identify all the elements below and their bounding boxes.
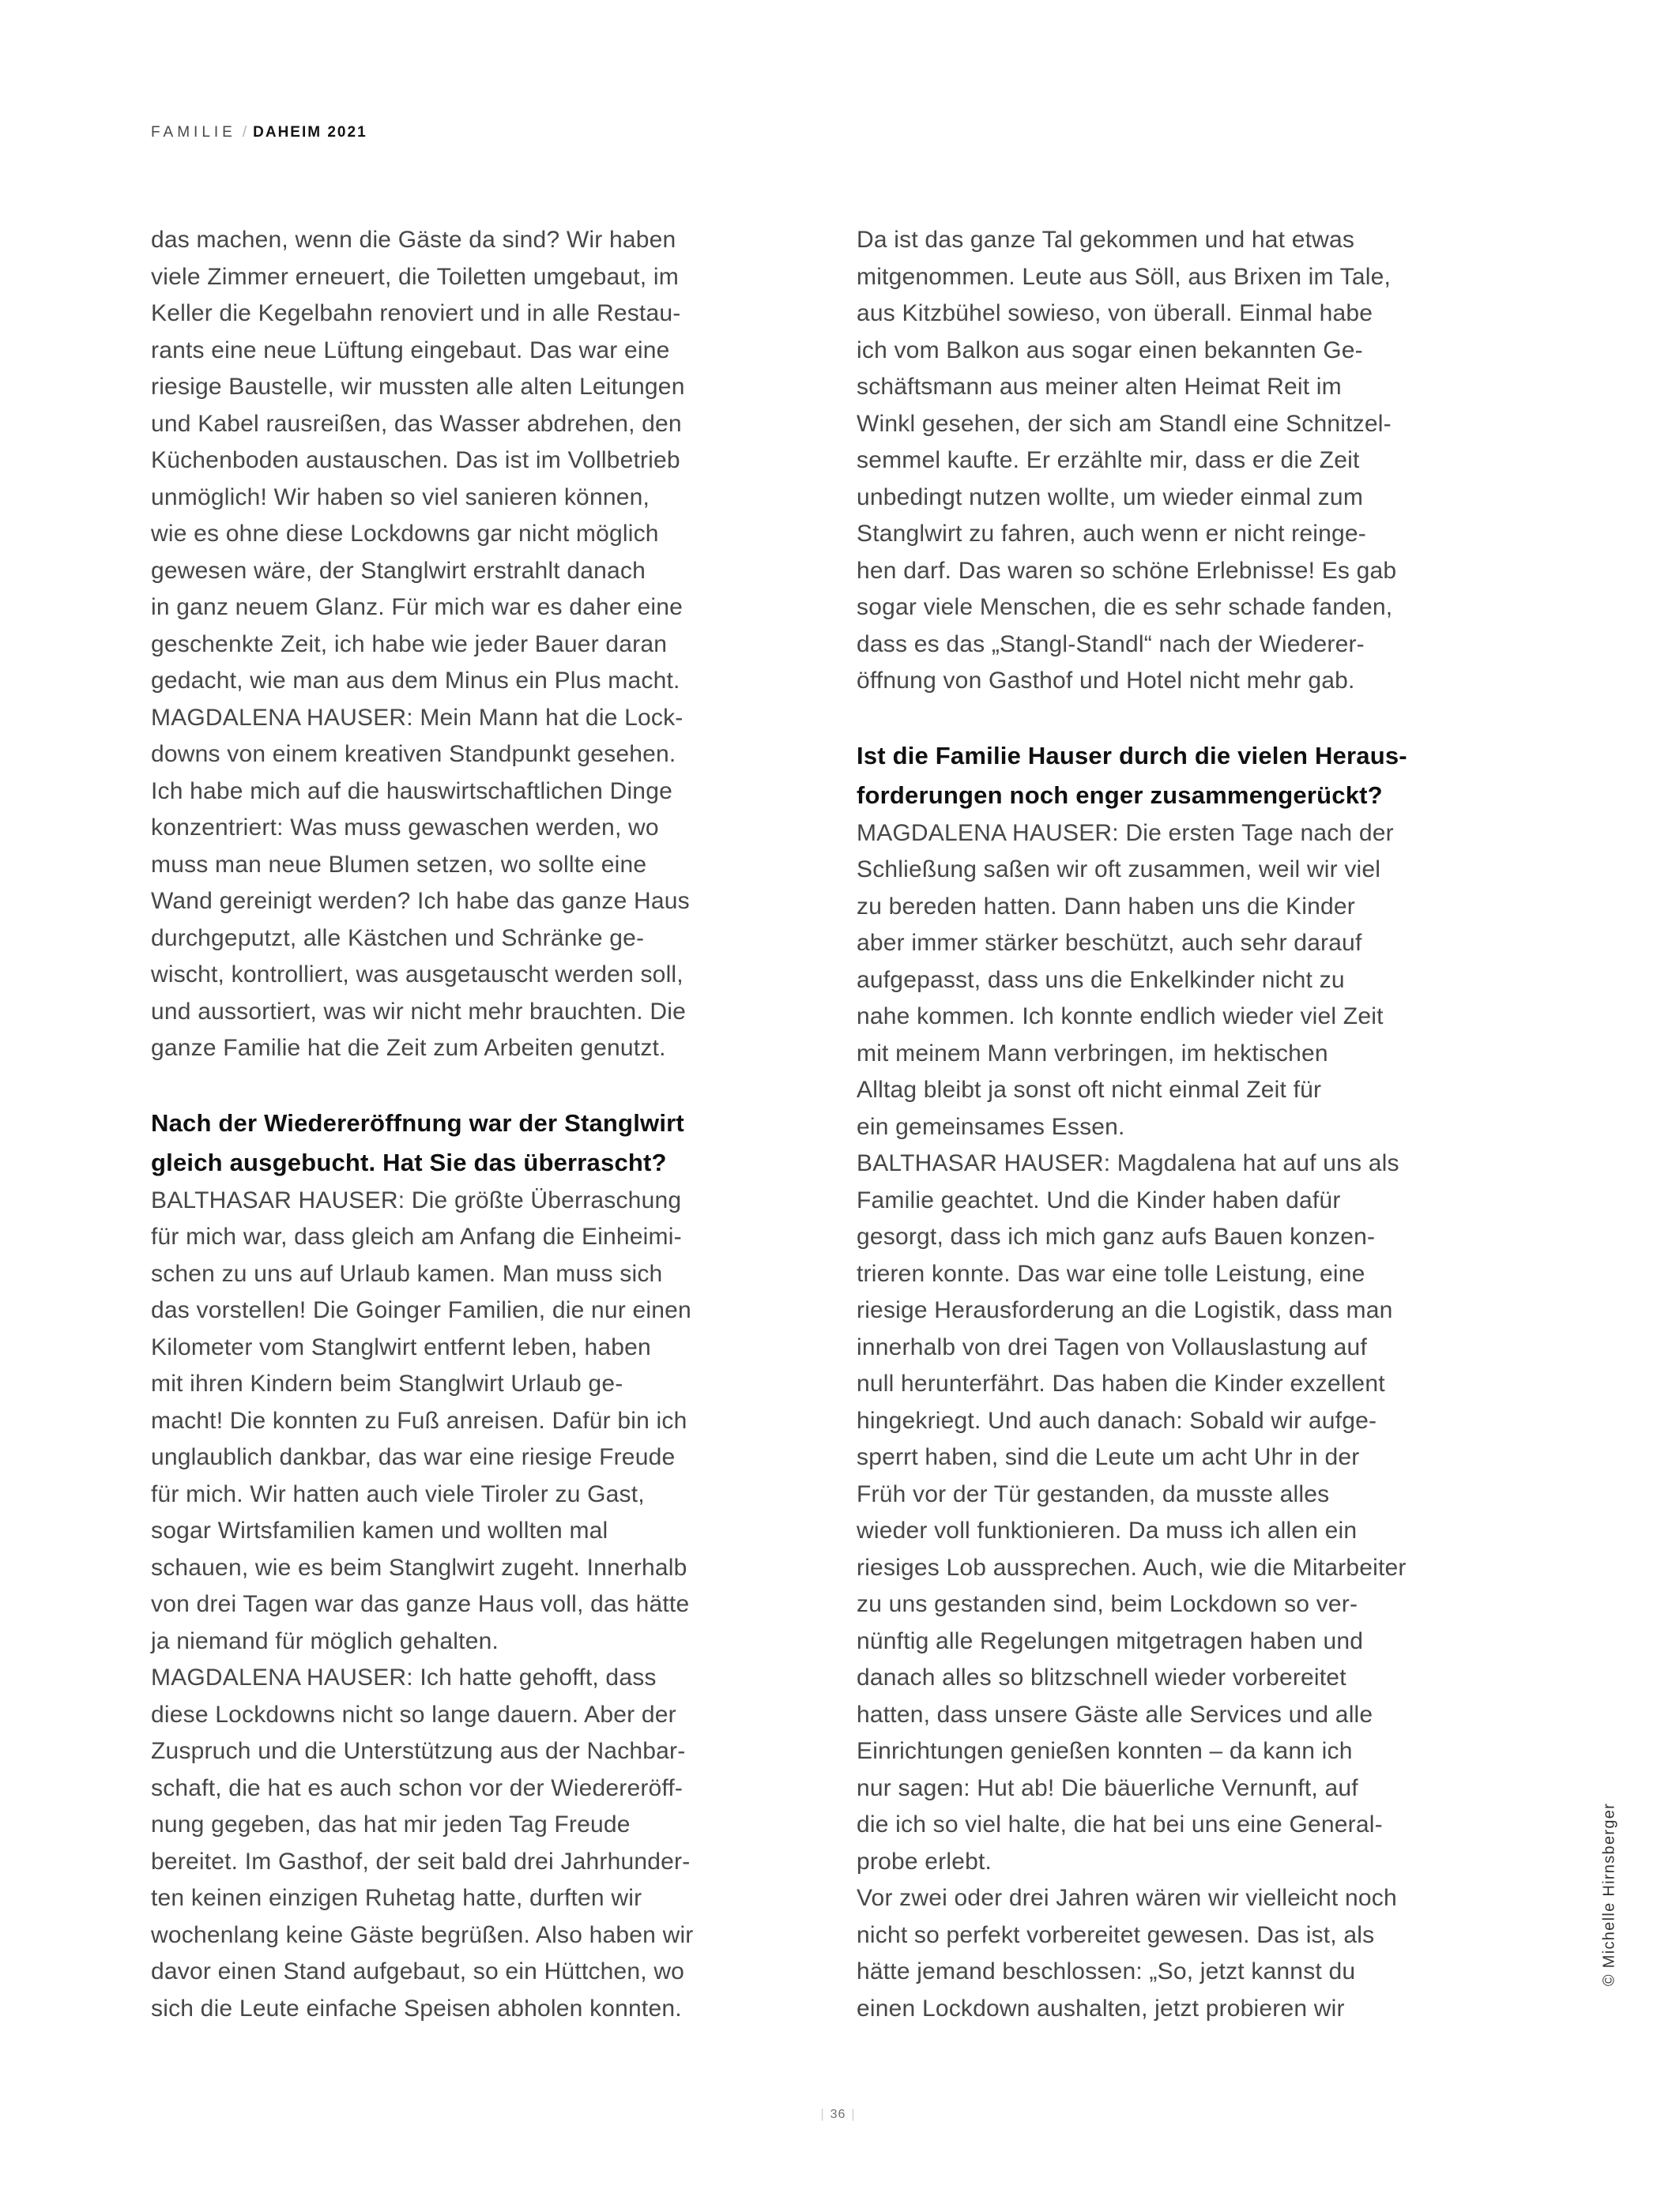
text-line: durchgeputzt, alle Kästchen und Schränke ge- bbox=[151, 924, 645, 951]
text-line: davor einen Stand aufgebaut, so ein Hüttchen, wo bbox=[151, 1958, 685, 1984]
text-line: hingekriegt. Und auch danach: Sobald wir aufge- bbox=[857, 1407, 1377, 1434]
text-line: nung gegeben, das hat mir jeden Tag Freude bbox=[151, 1811, 631, 1838]
text-line: mitgenommen. Leute aus Söll, aus Brixen im Tale, bbox=[857, 263, 1392, 290]
text-line: Ist die Familie Hauser durch die vielen Heraus- bbox=[857, 741, 1407, 769]
text-line: wischt, kontrolliert, was ausgetauscht werden soll, bbox=[151, 961, 684, 988]
text-line: forderungen noch enger zusammengerückt? bbox=[857, 781, 1383, 809]
text-line: öffnung von Gasthof und Hotel nicht mehr gab. bbox=[857, 668, 1355, 694]
text-line: Nach der Wiedereröffnung war der Stanglwirt bbox=[151, 1108, 684, 1137]
text-line: konzentriert: Was muss gewaschen werden, wo bbox=[151, 814, 659, 841]
text-line: riesige Herausforderung an die Logistik, dass man bbox=[857, 1297, 1393, 1323]
text-line: sogar Wirtsfamilien kamen und wollten mal bbox=[151, 1518, 608, 1544]
text-line: die ich so viel halte, die hat bei uns eine General- bbox=[857, 1811, 1383, 1838]
page-header bbox=[151, 123, 367, 142]
text-line: aus Kitzbühel sowieso, von überall. Einmal habe bbox=[857, 300, 1373, 326]
text-line: unglaublich dankbar, das war eine riesige Freude bbox=[151, 1444, 676, 1470]
text-line: ganze Familie hat die Zeit zum Arbeiten genutzt. bbox=[151, 1035, 666, 1061]
text-line: MAGDALENA HAUSER: Die ersten Tage nach der bbox=[857, 819, 1394, 846]
text-line: zu uns gestanden sind, beim Lockdown so ver- bbox=[857, 1591, 1358, 1617]
photo-credit: © Michelle Hirnsberger bbox=[1600, 1802, 1618, 1987]
text-line: schaft, die hat es auch schon vor der Wiedereröff- bbox=[151, 1774, 684, 1801]
text-line: hatten, dass unsere Gäste alle Services und alle bbox=[857, 1701, 1373, 1728]
article-column-right bbox=[857, 222, 1520, 2027]
text-line: Stanglwirt zu fahren, auch wenn er nicht reinge- bbox=[857, 521, 1366, 547]
issue-label: DAHEIM 2021 bbox=[253, 124, 367, 141]
text-line: nicht so perfekt vorbereitet gewesen. Das ist, als bbox=[857, 1921, 1375, 1948]
text-line: Vor zwei oder drei Jahren wären wir vielleicht noch bbox=[857, 1885, 1397, 1911]
text-line: Einrichtungen genießen konnten – da kann ich bbox=[857, 1738, 1353, 1764]
text-line: Alltag bleibt ja sonst oft nicht einmal Zeit für bbox=[857, 1077, 1322, 1103]
slash-separator: / bbox=[242, 124, 247, 141]
text-line: ich vom Balkon aus sogar einen bekannten Ge- bbox=[857, 337, 1363, 363]
text-line: und aussortiert, was wir nicht mehr brauchten. Die bbox=[151, 998, 686, 1025]
body-paragraph bbox=[857, 815, 1520, 2028]
text-line: von drei Tagen war das ganze Haus voll, das hätte bbox=[151, 1591, 690, 1617]
text-line: hen darf. Das waren so schöne Erlebnisse! Es gab bbox=[857, 557, 1397, 584]
text-line: diese Lockdowns nicht so lange dauern. Aber der bbox=[151, 1701, 676, 1728]
text-line: für mich. Wir hatten auch viele Tiroler zu Gast, bbox=[151, 1480, 645, 1507]
text-line: geschenkte Zeit, ich habe wie jeder Bauer daran bbox=[151, 630, 668, 657]
text-line: mit meinem Mann verbringen, im hektischen bbox=[857, 1040, 1328, 1066]
text-line: viele Zimmer erneuert, die Toiletten umgebaut, im bbox=[151, 263, 679, 290]
text-line: downs von einem kreativen Standpunkt gesehen. bbox=[151, 741, 676, 767]
text-line: hätte jemand beschlossen: „So, jetzt kannst du bbox=[857, 1958, 1356, 1984]
text-line: sich die Leute einfache Speisen abholen konnten. bbox=[151, 1995, 682, 2022]
text-line: Ich habe mich auf die hauswirtschaftlichen Dinge bbox=[151, 777, 672, 804]
text-line: probe erlebt. bbox=[857, 1848, 992, 1875]
footer-left-bar: | bbox=[820, 2108, 825, 2121]
text-line: wochenlang keine Gäste begrüßen. Also haben wir bbox=[151, 1921, 694, 1948]
text-line: Kilometer vom Stanglwirt entfernt leben, haben bbox=[151, 1334, 651, 1360]
text-line: macht! Die konnten zu Fuß anreisen. Dafür bin ich bbox=[151, 1407, 687, 1434]
body-paragraph bbox=[151, 1183, 815, 2028]
text-line: BALTHASAR HAUSER: Magdalena hat auf uns als bbox=[857, 1150, 1399, 1176]
text-line: wie es ohne diese Lockdowns gar nicht möglich bbox=[151, 521, 659, 547]
text-line: unbedingt nutzen wollte, um wieder einmal zum bbox=[857, 483, 1364, 510]
text-line: schauen, wie es beim Stanglwirt zugeht. Innerhalb bbox=[151, 1554, 687, 1581]
text-line: dass es das „Stangl-Standl“ nach der Wiederer- bbox=[857, 630, 1365, 657]
text-line: ja niemand für möglich gehalten. bbox=[151, 1627, 499, 1654]
text-line: gleich ausgebucht. Hat Sie das überrascht? bbox=[151, 1148, 667, 1176]
text-line: Keller die Kegelbahn renoviert und in alle Restau- bbox=[151, 300, 681, 326]
section-label: FAMILIE bbox=[151, 124, 236, 141]
text-line: muss man neue Blumen setzen, wo sollte eine bbox=[151, 851, 647, 878]
text-line: null herunterfährt. Das haben die Kinder exzellent bbox=[857, 1371, 1385, 1397]
text-line: rants eine neue Lüftung eingebaut. Das war eine bbox=[151, 337, 670, 363]
text-line: für mich war, dass gleich am Anfang die Einheimi- bbox=[151, 1224, 682, 1250]
text-line: BALTHASAR HAUSER: Die größte Überraschung bbox=[151, 1187, 682, 1213]
text-line: wieder voll funktionieren. Da muss ich allen ein bbox=[857, 1518, 1358, 1544]
text-line: gedacht, wie man aus dem Minus ein Plus macht. bbox=[151, 668, 680, 694]
text-line: sperrt haben, sind die Leute um acht Uhr in der bbox=[857, 1444, 1360, 1470]
body-paragraph bbox=[151, 222, 815, 1067]
text-line: und Kabel rausreißen, das Wasser abdrehen, den bbox=[151, 410, 682, 437]
text-line: schen zu uns auf Urlaub kamen. Man muss sich bbox=[151, 1260, 663, 1287]
text-line: das vorstellen! Die Goinger Familien, die nur einen bbox=[151, 1297, 691, 1323]
text-line: das machen, wenn die Gäste da sind? Wir haben bbox=[151, 227, 676, 253]
text-line: sogar viele Menschen, die es sehr schade fanden, bbox=[857, 594, 1393, 620]
text-line: riesige Baustelle, wir mussten alle alten Leitungen bbox=[151, 374, 685, 400]
text-line: mit ihren Kindern beim Stanglwirt Urlaub ge- bbox=[151, 1371, 623, 1397]
text-line: riesiges Lob aussprechen. Auch, wie die Mitarbeiter bbox=[857, 1554, 1407, 1581]
text-line: trieren konnte. Das war eine tolle Leistung, eine bbox=[857, 1260, 1365, 1287]
text-line: in ganz neuem Glanz. Für mich war es daher eine bbox=[151, 594, 684, 620]
text-line: innerhalb von drei Tagen von Vollauslastung auf bbox=[857, 1334, 1367, 1360]
text-line: nur sagen: Hut ab! Die bäuerliche Vernunft, auf bbox=[857, 1774, 1358, 1801]
text-line: nünftig alle Regelungen mitgetragen haben und bbox=[857, 1627, 1364, 1654]
text-line: Da ist das ganze Tal gekommen und hat etwas bbox=[857, 227, 1355, 253]
article-column-left bbox=[151, 222, 815, 2027]
body-paragraph bbox=[857, 222, 1520, 700]
text-line: Zuspruch und die Unterstützung aus der Nachbar- bbox=[151, 1738, 686, 1764]
page-number: 36 bbox=[830, 2108, 846, 2121]
text-line: gesorgt, dass ich mich ganz aufs Bauen konzen- bbox=[857, 1224, 1376, 1250]
text-line: MAGDALENA HAUSER: Mein Mann hat die Lock- bbox=[151, 704, 684, 731]
text-line: zu bereden hatten. Dann haben uns die Kinder bbox=[857, 893, 1355, 920]
text-line: Früh vor der Tür gestanden, da musste alles bbox=[857, 1480, 1330, 1507]
text-line: Schließung saßen wir oft zusammen, weil wir viel bbox=[857, 856, 1381, 882]
text-line: einen Lockdown aushalten, jetzt probieren wir bbox=[857, 1995, 1345, 2022]
text-line: gewesen wäre, der Stanglwirt erstrahlt danach bbox=[151, 557, 646, 584]
text-line: Familie geachtet. Und die Kinder haben dafür bbox=[857, 1187, 1341, 1213]
page-footer bbox=[0, 2108, 1676, 2122]
text-line: Küchenboden austauschen. Das ist im Vollbetrieb bbox=[151, 447, 680, 473]
text-line: ten keinen einzigen Ruhetag hatte, durften wir bbox=[151, 1885, 642, 1911]
text-line: semmel kaufte. Er erzählte mir, dass er die Zeit bbox=[857, 447, 1360, 473]
text-line: unmöglich! Wir haben so viel sanieren können, bbox=[151, 483, 650, 510]
text-line: schäftsmann aus meiner alten Heimat Reit im bbox=[857, 374, 1342, 400]
text-line: ein gemeinsames Essen. bbox=[857, 1113, 1125, 1140]
text-line: Winkl gesehen, der sich am Standl eine Schnitzel- bbox=[857, 410, 1392, 437]
text-line: aufgepasst, dass uns die Enkelkinder nicht zu bbox=[857, 966, 1345, 993]
text-line: danach alles so blitzschnell wieder vorbereitet bbox=[857, 1665, 1346, 1691]
interview-question-heading bbox=[857, 736, 1520, 815]
text-line: bereitet. Im Gasthof, der seit bald drei Jahrhunder- bbox=[151, 1848, 691, 1875]
interview-question-heading bbox=[151, 1104, 815, 1183]
text-line: Wand gereinigt werden? Ich habe das ganze Haus bbox=[151, 888, 690, 914]
text-line: nahe kommen. Ich konnte endlich wieder viel Zeit bbox=[857, 1003, 1384, 1029]
text-line: MAGDALENA HAUSER: Ich hatte gehofft, dass bbox=[151, 1665, 657, 1691]
footer-right-bar: | bbox=[851, 2108, 856, 2121]
text-line: aber immer stärker beschützt, auch sehr darauf bbox=[857, 930, 1362, 956]
